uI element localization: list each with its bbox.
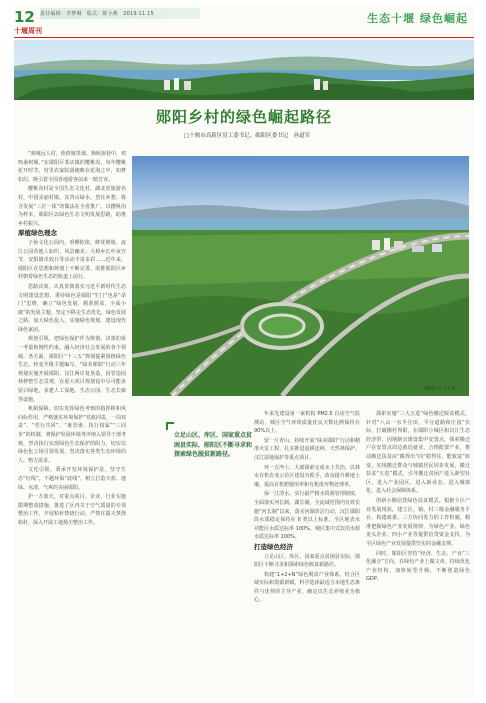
paragraph: 文化引领。秉承开发环境保护是，坚守生态“红线”，不越环保“底线”，树立打造天蓝、地绿、水清、气爽的美丽郧阳。: [18, 467, 126, 491]
paragraph: 思路决策。认真贯彻落实习近平新时代生态文明建设思想，秉持绿色是郧阳“生门”也是“命门”思维，确立“绿色发展，精准脱贫，全面小康”的发展主题，坚定不移走生态优先，绿色发展之路，加大绿色投入，实施绿色规划，建设现代绿色家园。: [18, 283, 126, 333]
section-heading: 厚植绿色理念: [18, 229, 57, 238]
section-badge-a: 生态十堰: [367, 12, 416, 25]
column-name: 十堰周刊: [14, 27, 42, 35]
paragraph: 探索实施“三大五进”绿色搬迁脱贫模式，针对“八山一水半分田，平分道路和庄园”实际，打破搬村界限，在郧阳小城区和汉江生态经济带，因地制宜建设集中安置点，探索搬迁户在安置点周边就近就业、合理配置产业，推动搬迁扶贫由“搬得出”向“稳得住、能致富”转变，实现搬迁群众与城镇居民同步发展，搬迁扶贫“五进”模式，引导搬迁贫困户进入新型社区、进入产业园区、进入新业态、进入城镇化、进入社会保障体系。: [366, 411, 470, 495]
editor-meta: 责任编辑：李梦琳 版式：陈小燕 2019.11.15: [40, 11, 154, 17]
aerial-road-image: [132, 156, 469, 396]
header-rule: [14, 37, 474, 38]
quote-mark-icon: [166, 422, 174, 430]
paragraph: 年来先建设第一家机构 PM2.5 自动空气监测站，城区空气环境质量优良天数比例保持在 90%以上。: [254, 411, 360, 435]
text-column-1: [18, 150, 126, 698]
paragraph: 保一江清水。实行最严格水资源管理制度，全面落实河长制、湖长制，全流域范围内有效实施“河长制”以来，落实河湖清洁行动，汉江郧阳段水质稳定保持在 II 类以上标准，全区地表水功能区水质达标率 100%，城区集中式饮用水源水质达标率 100%。: [254, 491, 360, 541]
section-badge: [367, 10, 468, 26]
page-header: [14, 6, 474, 40]
article-title: 郧阳乡村的绿色崛起路径: [155, 108, 332, 126]
article-byline: □十堰市高新区党工委书记、郧阳区委书记 孙道军: [184, 133, 311, 139]
section-heading: 打造绿色经济: [254, 542, 293, 551]
newspaper-page: [14, 6, 474, 698]
paragraph: 樱桃沟村是全国生态文化村，湖北省旅游名村，中国美丽村镇，其背山绿水、望住乡愁，将含发展“三位一体”的做法在全省推广。以樱桃沟为样本，郧阳区以绿色生态文明发展思路，助推乡村振兴。: [18, 186, 126, 227]
paragraph: 立足山区、库区，国家重点贫困县实际，郧阳区不断寻求和探索绿色脱贫新路径。: [254, 553, 360, 569]
text-column-2: [254, 410, 360, 698]
paragraph: 环一方净土。大部探索完成水土共治，以林水有机农业示范区建设为抓手，改良提升耕地土壤，提高有机肥使用率和有机废弃物处理率。: [254, 464, 360, 488]
paragraph: 构建“1+2+N”绿色脱贫产业体系。结合区域实际和资源禀赋，科学选择最适合本地生态条件与优势的主导产业，确定以生态养殖业为核心。: [254, 571, 360, 604]
paragraph: 护一方蓝天。对重点项目、企业、行业实施限期整改措施，推进了区内关于空气质量的专项整治工作，开展秸秆禁烧行动，严禁在露天焚烧秸秆，深入开展工地扬尘整治工作。: [18, 494, 126, 526]
section-badge-b: 绿色崛起: [420, 12, 468, 25]
banner-landscape-image: [14, 40, 474, 100]
paragraph: “咱城远人村，依依墟里烟。狗吠深巷中，鸡鸣桑树颠。”在郧阳区茶店镇的樱桃沟，每年樱桃花开时节，村里农家院落掩映在花海之中，如梦如幻，吸引着全国各地游客前来一睹芳容。: [18, 151, 126, 183]
text-column-3: [366, 410, 470, 698]
paragraph: 同时，郧阳区坚持“经济、生态、产业”三化融合”方向，在绿色产业上做文章，持续优化产业结构，加快转型升级，不断创造绿色 GDP。: [366, 550, 470, 583]
paragraph: 子孙文化公园内，垂柳依依、鲜花锦簇，流江公园草地人如织，风景幽美；大樟乡长叶夜宫节，安阳镇卓较日等活动丰富多彩……近年来，郧阳区在思想和规划上不断完善，助推郧阳区乡村朝着绿色生态的轨道上前行。: [18, 239, 126, 281]
paragraph: 创新小额信贷绿色扶贫模式。根据全区产业发展现状，建立区、镇、村三级金融服务平台，构建政策、三方协同发力的工作机制，精准把握绿色产业发展规律，为绿色产业、绿色龙头企业、四小产业等提供信贷资金支持，为全区绿色产业发展提供坚实的金融支撑。: [366, 497, 470, 547]
paragraph: 规划引领。把绿色保护作为规划、决策的第一考量和刚性约束，融入经济社会发展的各个领域。各方面，郧阳区“十三五”规划提紧围绕绿色生态，转变升级主题编写，“绿美郧阳”行动三年规划实施开展郧阳，汉江两岸复垦造，因管造园林修整生态景观，在重大项目规划设中尽可能多留白绿地，多建人工湿地、生态公园、生态长廊等设施。: [18, 336, 126, 403]
photo-caption: 郧阳区天马大道。: [424, 387, 460, 392]
paragraph: 机制保障。切实发挥绿色考核的指挥棒和风向标作用，严格落实环境保护“党政同责，一岗双责”、“党行共同”、“谁管谁，执行权属”“三同步”的机制，将保护发展环境考评纳入领导干部考核，坚决执行实现绿色生态保护的阻力，切实以绿色化立场引领发展，坚决落实各类生态环境的人、物力需求。: [18, 406, 126, 464]
main-photo: [132, 156, 469, 396]
pull-quote: 立足山区、库区、国家重点贫困县实际，郧阳区不断寻求和探索绿色脱贫新路径。: [174, 432, 253, 458]
banner-photo: [14, 40, 474, 100]
page-number: 12: [14, 8, 35, 26]
paragraph: 留一片青山。持续开展“绿美郧阳”行动和精准灭荒工程，扎实推进退耕还林、天然林保护、汉江湿地保护等重点项目。: [254, 437, 360, 461]
